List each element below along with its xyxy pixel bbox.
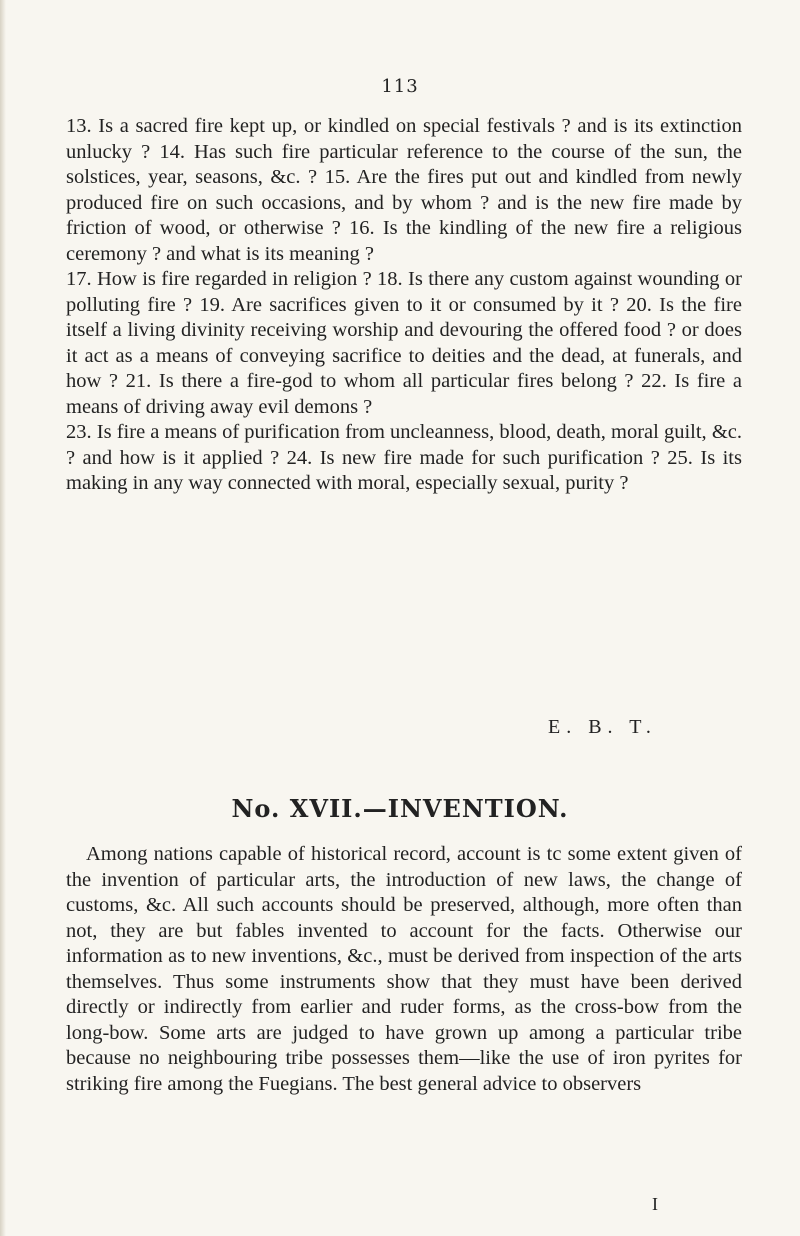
paragraph-questions-13-16: 13. Is a sacred fire kept up, or kindled on special festivals ? and is its extinction unlucky ? 14. Has such fire particular reference to the course of the sun, the solstices, year, seasons, &c. ? 15. Are the fires put out and kindled from newly produced fire on such occasions, and by whom ? and is the new fire made by friction of wood, or otherwise ? 16. Is the kindling of the new fire a religious ceremony ? and what is its meaning ? xyxy=(66,115,742,265)
questions-block xyxy=(66,114,742,497)
section-heading: No. XVII.—INVENTION. xyxy=(231,794,569,823)
paragraph-questions-17-22: 17. How is fire regarded in religion ? 18. Is there any custom against wounding or polluting fire ? 19. Are sacrifices given to it or consumed by it ? 20. Is the fire itself a living divinity receiving worship and devouring the offered food ? or does it act as a means of conveying sacrifice to deities and the dead, at funerals, and how ? 21. Is there a fire-god to whom all particular fires belong ? 22. Is fire a means of driving away evil demons ? xyxy=(66,268,742,418)
invention-section-body xyxy=(66,842,742,1097)
paragraph-questions-23-25: 23. Is fire a means of purification from uncleanness, blood, death, moral guilt, &c. ? and how is it applied ? 24. Is new fire made for such purification ? 25. Is its making in any way connected with moral, especially sexual, purity ? xyxy=(66,421,742,494)
page-binding-shadow xyxy=(0,0,6,1236)
paragraph-invention-intro: Among nations capable of historical record, account is tc some extent given of the invention of particular arts, the introduction of new laws, the change of customs, &c. All such accounts should be preserved, although, more often than not, they are but fables invented to account for the facts. Otherwise our information as to new inventions, &c., must be derived from inspection of the arts themselves. Thus some instruments show that they must have been derived directly or indirectly from earlier and ruder forms, as the cross-bow from the long-bow. Some arts are judged to have grown up among a particular tribe because no neighbouring tribe possesses them—like the use of iron pyrites for striking fire among the Fuegians. The best general advice to observers xyxy=(66,843,742,1095)
signature-mark: I xyxy=(652,1194,658,1214)
author-initials: E. B. T. xyxy=(548,716,657,738)
page-number: 113 xyxy=(381,76,419,97)
